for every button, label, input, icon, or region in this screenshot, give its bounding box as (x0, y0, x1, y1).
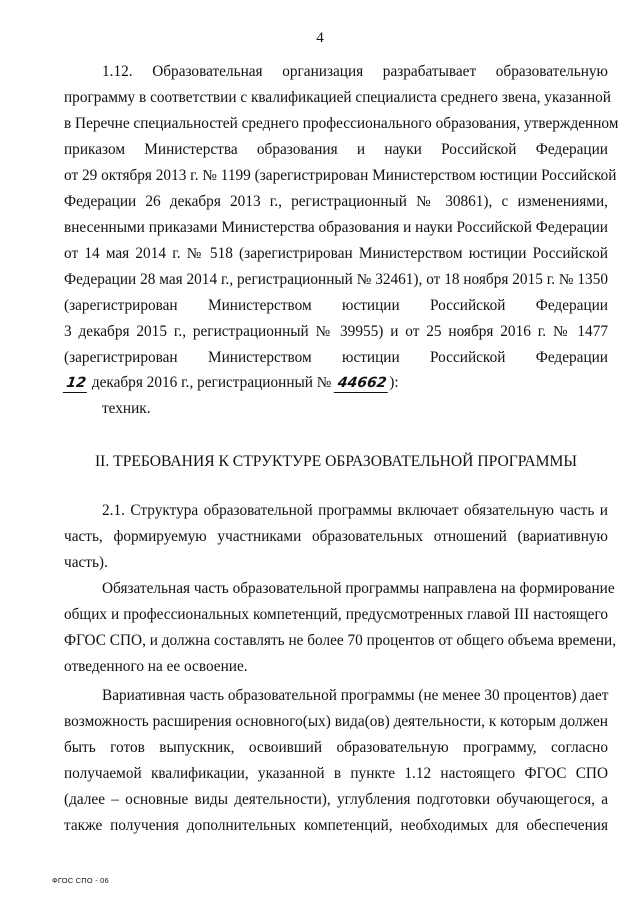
paragraph-line: часть). (64, 554, 108, 571)
paragraph-line: приказом Министерства образования и науки Российской Федерации (64, 141, 608, 158)
paragraph-line: Вариативная часть образовательной программы (не менее 30 процентов) дает (102, 687, 609, 704)
paragraph-line: Федерации 26 декабря 2013 г., регистрационный № 30861), с изменениями, (64, 193, 608, 210)
paragraph-line: 3 декабря 2015 г., регистрационный № 39955) и от 25 ноября 2016 г. № 1477 (64, 323, 608, 340)
paragraph-line: возможность расширения основного(ых) вида(ов) деятельности, к которым должен (64, 713, 608, 730)
handwritten-registration-number: 44662 (334, 375, 391, 393)
paragraph-line: часть, формируемую участниками образовательных отношений (вариативную (64, 528, 608, 545)
qualification-text: техник. (102, 400, 151, 417)
paragraph-line: (далее – основные виды деятельности), углубления подготовки обучающегося, а (64, 791, 608, 808)
paragraph-line: от 29 октября 2013 г. № 1199 (зарегистрирован Министерством юстиции Российской (64, 167, 617, 184)
section-heading: II. ТРЕБОВАНИЯ К СТРУКТУРЕ ОБРАЗОВАТЕЛЬНОЙ ПРОГРАММЫ (94, 453, 577, 470)
paragraph-line: 1.12. Образовательная организация разрабатывает образовательную (102, 63, 608, 80)
paragraph-line: Обязательная часть образовательной программы направлена на формирование (102, 580, 615, 597)
footer-label: ФГОС СПО - 06 (52, 876, 109, 885)
paragraph-line: внесенными приказами Министерства образования и науки Российской Федерации (64, 219, 608, 236)
paragraph-line: от 14 мая 2014 г. № 518 (зарегистрирован Министерством юстиции Российской (64, 245, 608, 262)
paragraph-line: в Перечне специальностей среднего профессионального образования, утвержденном (64, 115, 619, 132)
paragraph-line: отведенного на ее освоение. (64, 658, 248, 675)
paragraph-line: (зарегистрирован Министерством юстиции Российской Федерации (64, 297, 608, 314)
paragraph-line: (зарегистрирован Министерством юстиции Российской Федерации (64, 349, 608, 366)
paragraph-line: программу в соответствии с квалификацией специалиста среднего звена, указанной (64, 89, 611, 106)
paragraph-line: общих и профессиональных компетенций, предусмотренных главой III настоящего (64, 606, 608, 623)
paragraph-line: 2.1. Структура образовательной программы включает обязательную часть и (102, 502, 608, 519)
paragraph-line: ФГОС СПО, и должна составлять не более 70 процентов от общего объема времени, (64, 632, 617, 649)
paragraph-line: также получения дополнительных компетенций, необходимых для обеспечения (64, 817, 608, 834)
paragraph-line: быть готов выпускник, освоивший образовательную программу, согласно (64, 739, 608, 756)
registration-text: декабря 2016 г., регистрационный № (91, 374, 332, 391)
handwritten-day: 12 (63, 375, 90, 393)
registration-text-end: ): (389, 374, 399, 391)
registration-line (64, 373, 608, 393)
paragraph-line: Федерации 28 мая 2014 г., регистрационный № 32461), от 18 ноября 2015 г. № 1350 (64, 271, 608, 288)
page-number: 4 (316, 30, 324, 46)
paragraph-line: получаемой квалификации, указанной в пункте 1.12 настоящего ФГОС СПО (64, 765, 608, 782)
